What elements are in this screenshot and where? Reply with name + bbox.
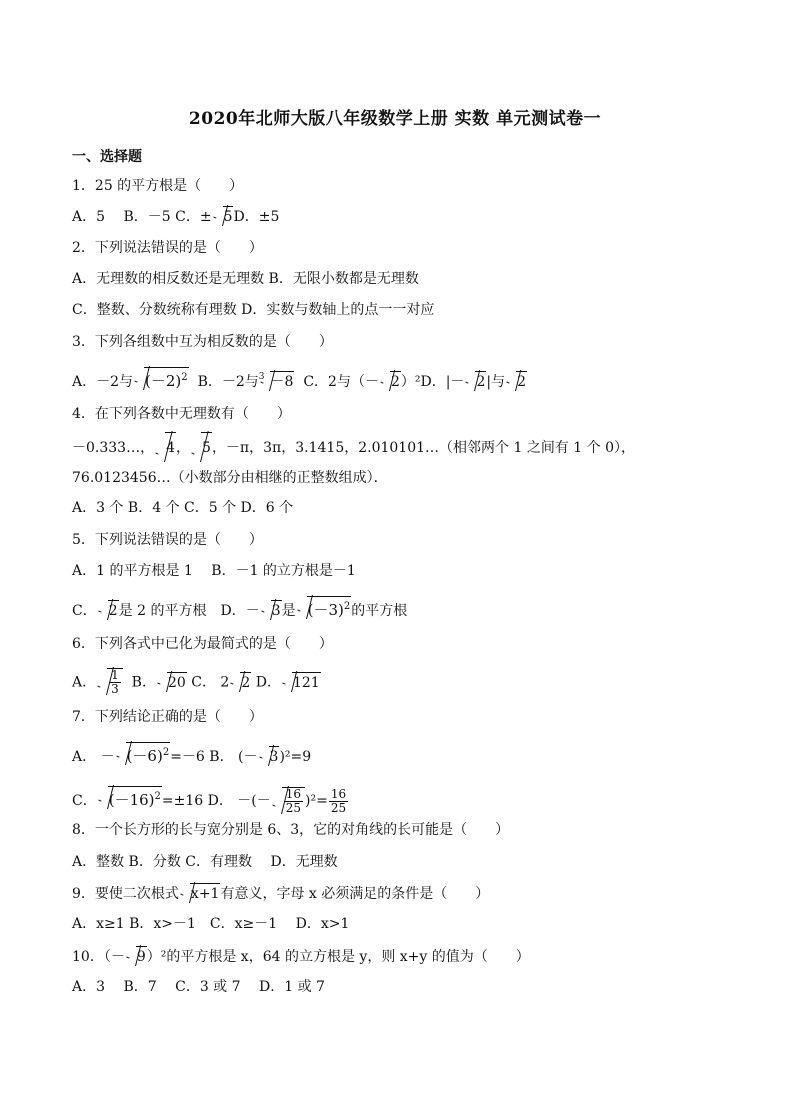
q5-option-c-rest: 是 2 的平方根 D． [118, 603, 246, 619]
sqrt-symbol: 2 [465, 371, 486, 392]
question-4-options: A．3 个 B．4 个 C．5 个 D．6 个 [72, 500, 294, 516]
q10-stem-neg: － [110, 949, 125, 965]
question-5-options-ab: A．1 的平方根是 1 B．－1 的立方根是－1 [72, 563, 356, 579]
sqrt-symbol: $(-3)^2$ [297, 596, 352, 620]
sqrt-symbol: 5 [213, 206, 234, 227]
q5-option-d-mid: 是 [281, 603, 296, 619]
sqrt-symbol: $(-16)^2$ [98, 786, 162, 810]
question-6-options [72, 668, 321, 696]
q7-option-a-neg: － [100, 749, 115, 765]
q7-option-d-mid: )²= [305, 793, 328, 809]
q7-option-b-pre: (－ [238, 749, 258, 765]
question-2-options-ab: A．无理数的相反数还是无理数 B．无限小数都是无理数 [72, 271, 419, 287]
sqrt-symbol: 2 [380, 371, 401, 392]
sqrt-symbol: 2 [506, 371, 527, 392]
q1-option-rest: D．±5 [233, 209, 280, 225]
sqrt-symbol: $(-2)^2$ [134, 367, 189, 391]
q7-option-c: C． [72, 793, 97, 809]
question-5-options-cd [72, 596, 407, 621]
q7-option-a-rest: =－6 B． [170, 749, 234, 765]
sqrt-symbol: 4 [155, 432, 176, 463]
question-10-stem [72, 946, 530, 967]
q9-stem-rest: 有意义，字母 x 必须满足的条件是（ ） [220, 886, 490, 902]
question-2-options-cd: C．整数、分数统称有理数 D．实数与数轴上的点一一对应 [72, 302, 435, 318]
question-7-options-cd [72, 786, 349, 815]
q4-numbers-rest: ，－π，3π，3.1415，2.010101…（相邻两个 1 之间有 1 个 0），76.0123456…（小数部分由相继的正整数组成）． [72, 440, 636, 486]
q3-option-b: B．－2与 [197, 374, 259, 390]
sqrt-symbol: 2 [230, 672, 251, 693]
page-title: 2020年北师大版八年级数学上册 实数 单元测试卷一 [188, 109, 602, 129]
q9-stem-pre: 9．要使二次根式 [72, 886, 179, 902]
sqrt-symbol: 20 [157, 672, 187, 693]
question-1-stem: 1．25 的平方根是（ ） [72, 178, 244, 194]
question-8-options: A．整数 B．分数 C．有理数 D．无理数 [72, 854, 338, 870]
sqrt-symbol: 5 [191, 432, 212, 463]
question-6-stem: 6．下列各式中已化为最简式的是（ ） [72, 636, 333, 652]
q4-numbers-pre: －0.333…， [72, 440, 155, 456]
q5-option-c: C． [72, 603, 97, 619]
sqrt-symbol: 2 [98, 600, 119, 621]
section-heading: 一、选择题 [72, 149, 142, 165]
sqrt-symbol: x+1 [180, 883, 221, 904]
question-2-stem: 2．下列说法错误的是（ ） [72, 240, 263, 256]
fraction: $\frac{1}{3}$ [111, 668, 119, 696]
question-1-options [72, 206, 279, 227]
q6-option-d: D． [255, 674, 281, 691]
fraction: $\frac{16}{25}$ [285, 786, 302, 815]
sqrt-symbol: $(-6)^2$ [116, 742, 171, 766]
q5-option-d-rest: 的平方根 [351, 603, 408, 619]
cube-root-symbol: －8 [260, 371, 295, 392]
cube-root-index: 3 [258, 372, 265, 382]
q7-option-c-rest: =±16 D． [161, 793, 233, 809]
q10-stem-rest: ）²的平方根是 x，64 的立方根是 y，则 x+y 的值为（ ） [146, 949, 530, 965]
question-5-stem: 5．下列说法错误的是（ ） [72, 532, 263, 548]
q5-option-d-neg: － [245, 603, 260, 619]
question-10-options: A．3 B．7 C．3 或 7 D．1 或 7 [72, 979, 325, 995]
question-3-options [72, 367, 527, 394]
question-9-options: A．x≥1 B．x>－1 C．x≥－1 D．x>1 [72, 916, 350, 932]
question-8-stem: 8．一个长方形的长与宽分别是 6、3，它的对角线的长可能是（ ） [72, 822, 510, 838]
sqrt-symbol [97, 668, 123, 696]
question-7-stem: 7．下列结论正确的是（ ） [72, 709, 263, 725]
q3-option-a: A．－2与 [72, 374, 134, 390]
question-4-numbers: －0.333…， 4， 5，－π，3π，3.1415，2.010101…（相邻两个 1 之间有 1 个 0），76.0123456…（小数部分由相继的正整数组成）． [72, 432, 722, 493]
q6-option-c-coef: 2 [220, 674, 230, 691]
question-7-options-ab [72, 742, 311, 767]
q3-option-c: C．2与（－ [303, 374, 379, 390]
sqrt-symbol: 3 [261, 600, 282, 621]
question-4-stem: 4．在下列各数中无理数有（ ） [72, 406, 291, 422]
question-3-stem: 3．下列各组数中互为相反数的是（ ） [72, 334, 333, 350]
q6-option-c: C． [191, 674, 216, 691]
sqrt-symbol [272, 787, 305, 815]
q10-stem-pre: 10．（ [72, 949, 111, 965]
q6-option-b: B． [131, 674, 156, 691]
q6-option-a: A． [72, 674, 97, 691]
q3-option-c-rest: ）²D．|－ [400, 374, 465, 390]
q7-option-b-rest: )²=9 [279, 749, 312, 765]
sqrt-symbol: 121 [282, 672, 321, 693]
q7-option-a: A． [72, 749, 97, 765]
q1-option-text: A．5 B．－5 C．± [72, 209, 212, 225]
question-9-stem [72, 883, 489, 904]
sqrt-symbol: 3 [259, 746, 280, 767]
fraction: $\frac{16}{25}$ [330, 786, 347, 815]
q7-option-d-pre: －(－ [237, 793, 271, 809]
sqrt-symbol: 9 [126, 946, 147, 967]
q3-option-d-mid: |与 [486, 374, 506, 390]
